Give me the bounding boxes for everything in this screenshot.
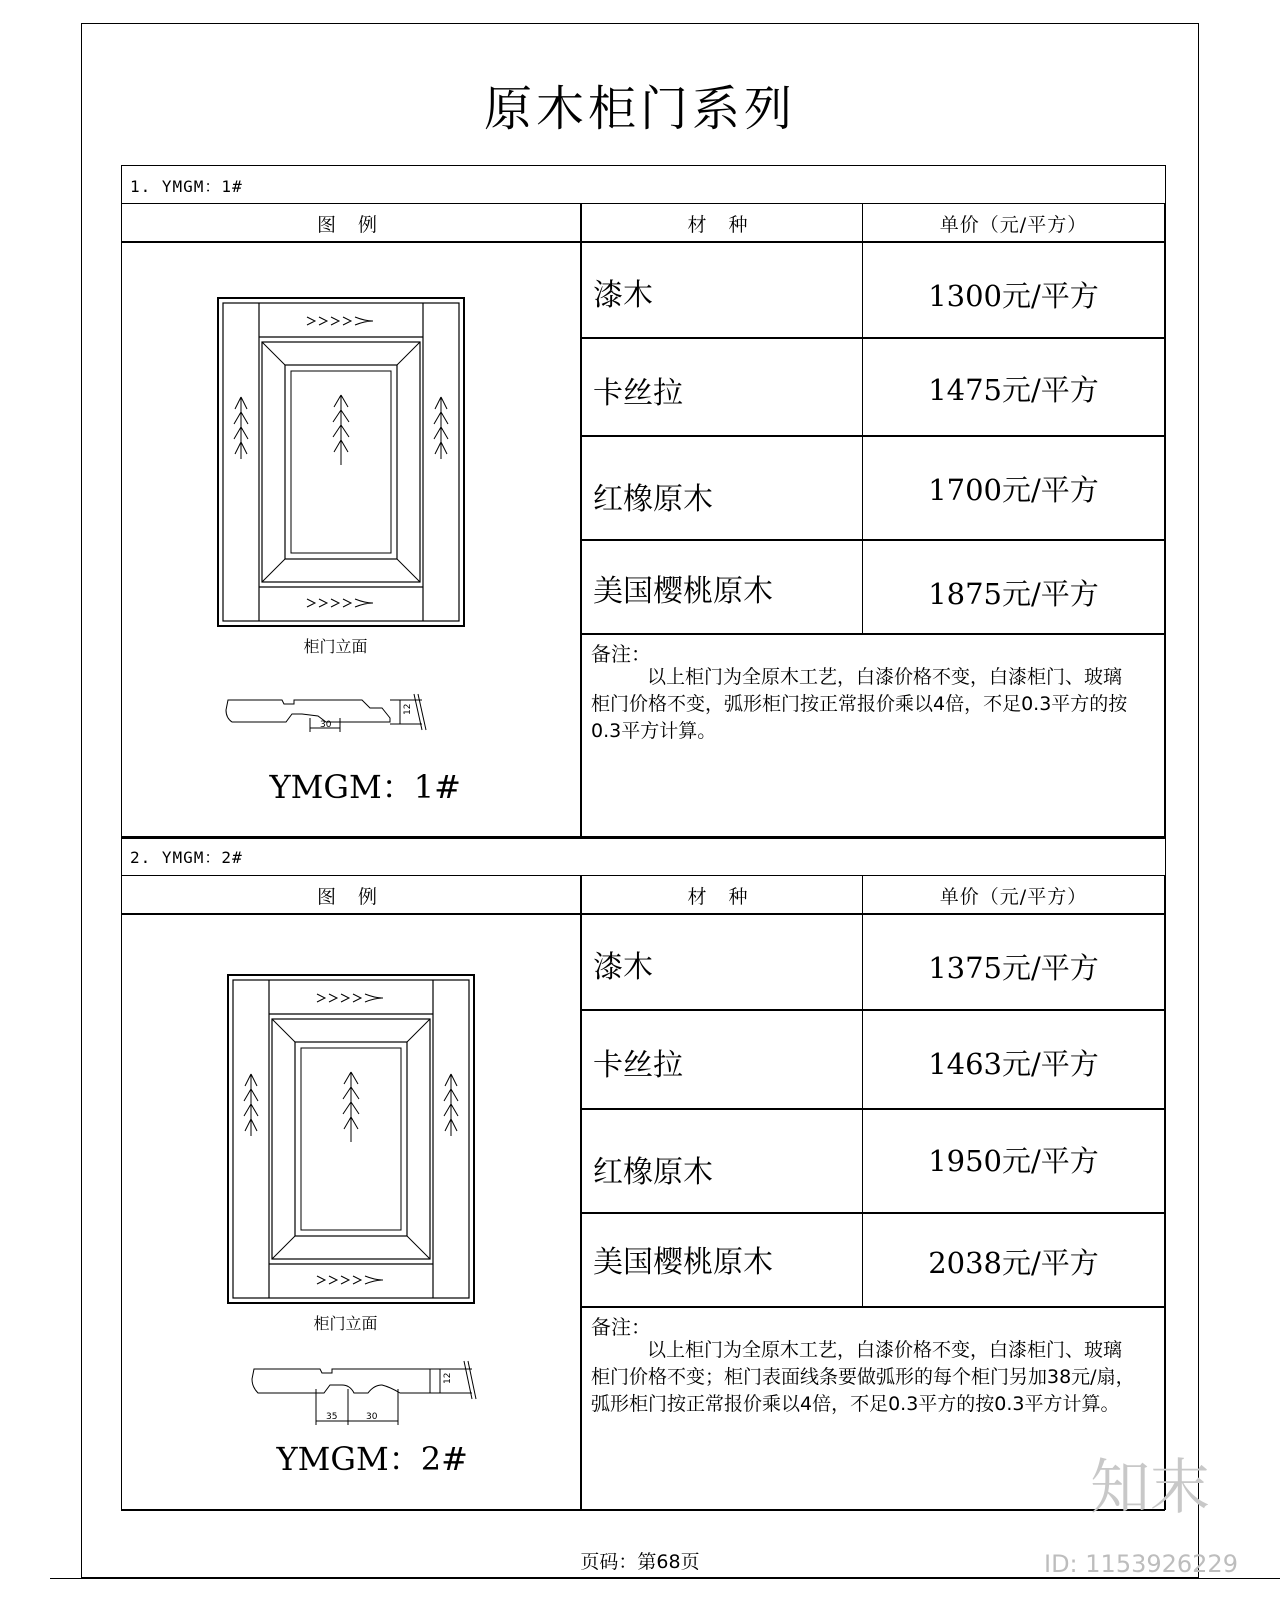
profile-section-drawing	[222, 690, 442, 735]
section-2-label: 2. YMGM：2#	[130, 848, 243, 867]
price-header: 单价（元/平方）	[939, 885, 1088, 908]
material-cell	[580, 1009, 863, 1110]
section-1-table	[121, 165, 1166, 838]
dimension-label: 12	[442, 1372, 453, 1384]
elevation-caption: 柜门立面	[313, 1314, 378, 1333]
material-name: 卡丝拉	[593, 1048, 683, 1083]
material-name: 美国樱桃原木	[593, 1245, 773, 1280]
material-cell	[580, 1108, 863, 1214]
price-cell	[862, 435, 1165, 541]
dimension-label: 30	[319, 720, 331, 730]
note-title: 备注：	[591, 1315, 651, 1339]
material-cell	[580, 539, 863, 635]
model-number: YMGM：1#	[269, 768, 461, 806]
price-value: 1950元/平方	[928, 1144, 1099, 1178]
section-1-label: 1. YMGM：1#	[130, 177, 243, 196]
price-cell	[862, 1009, 1165, 1110]
price-cell	[862, 337, 1165, 437]
model-number: YMGM：2#	[276, 1440, 468, 1478]
material-header-cell	[580, 203, 863, 243]
material-name: 漆木	[593, 950, 653, 985]
material-header: 材 种	[687, 885, 756, 908]
price-cell	[862, 241, 1165, 339]
note-cell	[580, 633, 1165, 839]
price-cell	[862, 539, 1165, 635]
dimension-label: 35	[325, 1412, 337, 1422]
price-cell	[862, 913, 1165, 1011]
legend-cell	[121, 241, 582, 839]
material-name: 红橡原木	[593, 482, 713, 517]
material-name: 红橡原木	[593, 1155, 713, 1190]
material-cell	[580, 435, 863, 541]
material-cell	[580, 913, 863, 1011]
price-value: 1475元/平方	[928, 373, 1099, 407]
material-header-cell	[580, 875, 863, 915]
price-header-cell	[862, 203, 1165, 243]
material-cell	[580, 337, 863, 437]
material-name: 卡丝拉	[593, 376, 683, 411]
leaf-carving-icon	[244, 994, 458, 1284]
price-value: 2038元/平方	[928, 1246, 1099, 1280]
material-name: 美国樱桃原木	[593, 574, 773, 609]
price-value: 1700元/平方	[928, 473, 1099, 507]
dimension-label: 12	[402, 703, 413, 715]
watermark-logo: 知末	[1090, 1453, 1210, 1523]
price-value: 1463元/平方	[928, 1047, 1099, 1081]
page-number: 页码：第68页	[580, 1551, 700, 1573]
price-value: 1300元/平方	[928, 279, 1099, 313]
note-cell	[580, 1306, 1165, 1511]
legend-header-cell	[121, 875, 582, 915]
price-cell	[862, 1212, 1165, 1308]
material-name: 漆木	[593, 278, 653, 313]
section-2-table	[121, 836, 1166, 1510]
material-cell	[580, 1212, 863, 1308]
material-header: 材 种	[687, 213, 756, 236]
price-value: 1875元/平方	[928, 577, 1099, 611]
leaf-carving-icon	[234, 317, 448, 607]
dimension-label: 30	[365, 1412, 377, 1422]
legend-header: 图 例	[316, 885, 386, 908]
note-body: 以上柜门为全原木工艺，白漆价格不变，白漆柜门、玻璃柜门价格不变，弧形柜门按正常报价乘以4倍，不足0.3平方的按0.3平方计算。	[591, 666, 1128, 742]
legend-cell	[121, 913, 582, 1511]
material-cell	[580, 241, 863, 339]
door-elevation-drawing	[217, 297, 467, 627]
note-body: 以上柜门为全原木工艺，白漆价格不变，白漆柜门、玻璃柜门价格不变；柜门表面线条要做弧形的每个柜门另加38元/扇，弧形柜门按正常报价乘以4倍，不足0.3平方的按0.3平方计算。	[591, 1339, 1135, 1415]
door-elevation-drawing	[227, 974, 477, 1304]
price-header-cell	[862, 875, 1165, 915]
page-title: 原木柜门系列	[483, 81, 796, 137]
bottom-rule	[50, 1578, 1280, 1579]
price-header: 单价（元/平方）	[939, 213, 1088, 236]
price-cell	[862, 1108, 1165, 1214]
price-value: 1375元/平方	[928, 951, 1099, 985]
elevation-caption: 柜门立面	[303, 637, 368, 656]
legend-header-cell	[121, 203, 582, 243]
note-title: 备注：	[591, 642, 651, 666]
watermark-id: ID: 1153926229	[1044, 1550, 1238, 1578]
legend-header: 图 例	[316, 213, 386, 236]
profile-section-drawing	[250, 1359, 500, 1434]
